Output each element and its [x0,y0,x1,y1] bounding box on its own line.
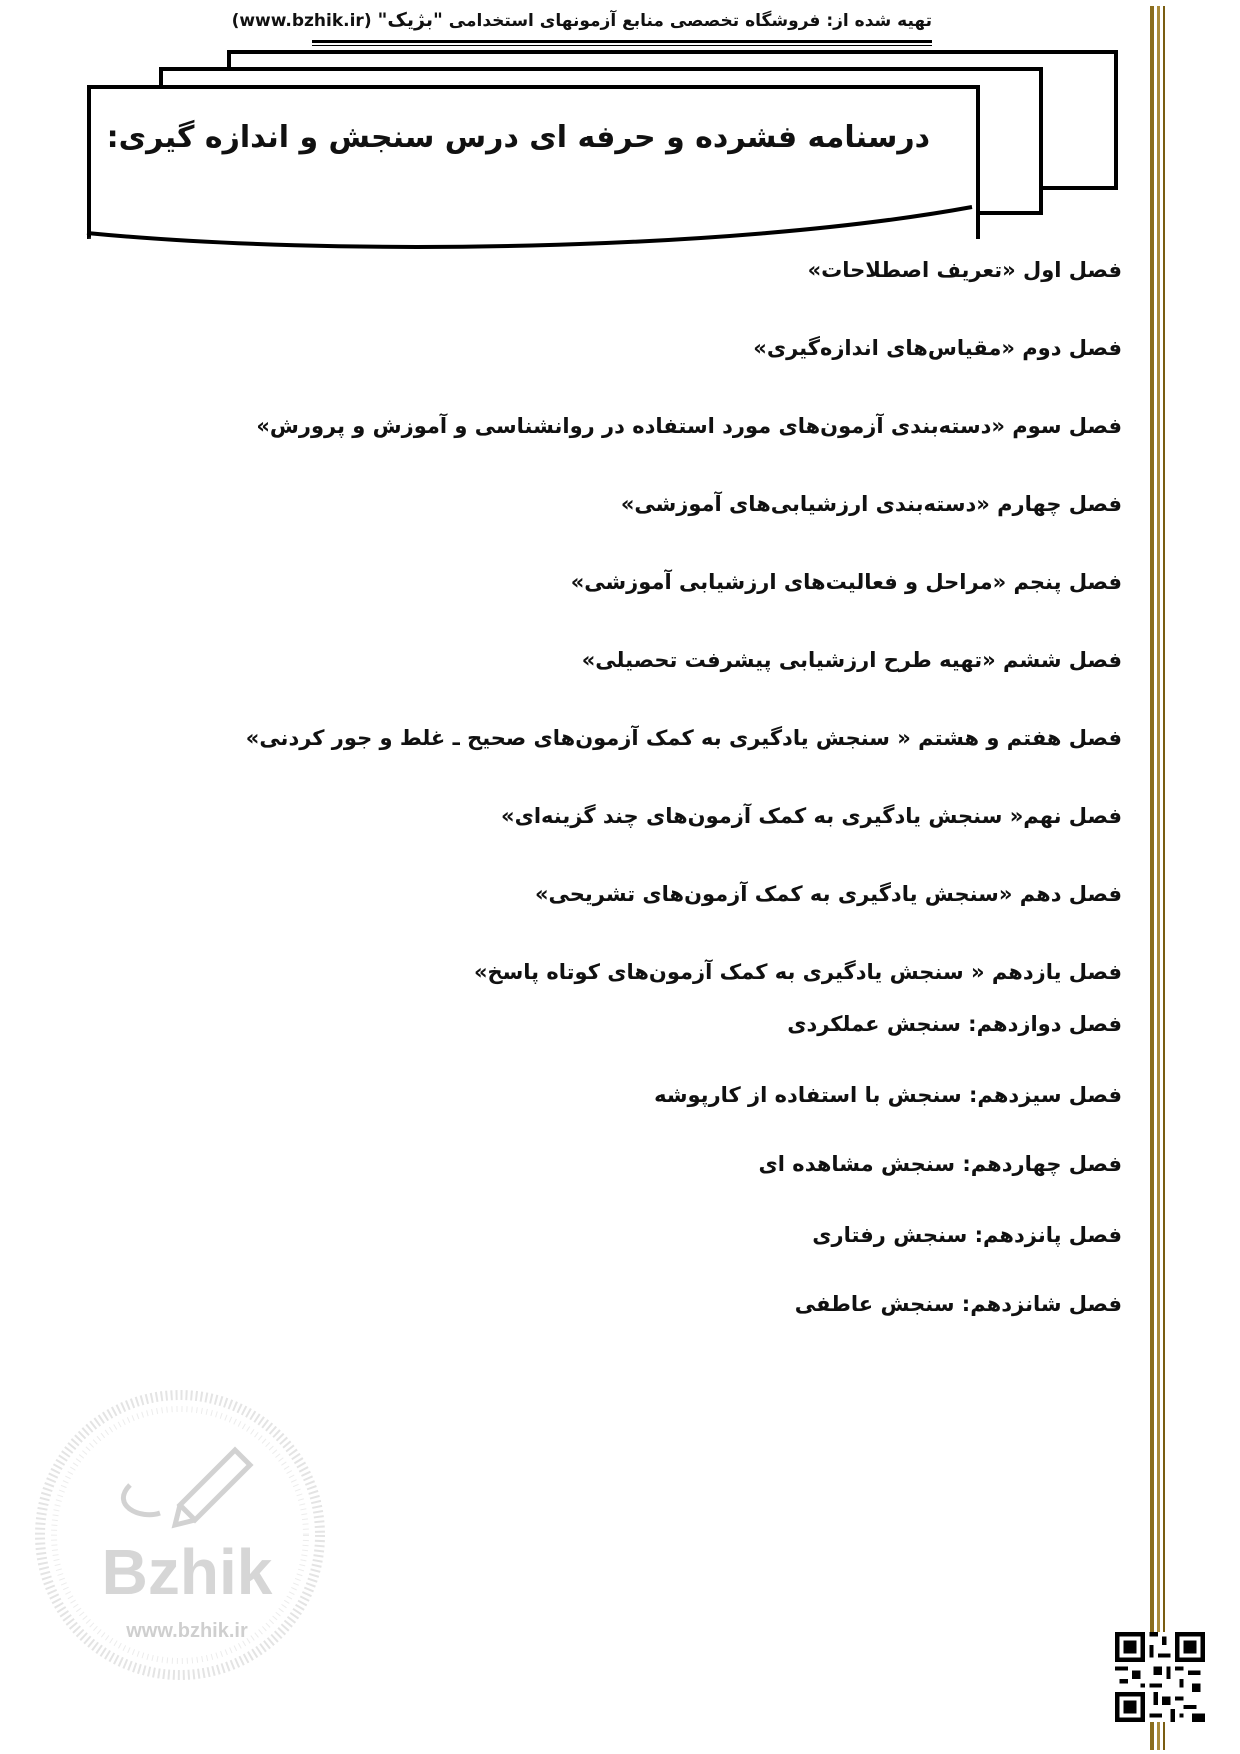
chapter-item: فصل اول «تعریف اصطلاحات» [807,258,1122,282]
chapter-item: فصل دهم «سنجش یادگیری به کمک آزمون‌های تشریحی» [534,882,1122,906]
page-border-line [1150,6,1154,1750]
chapter-item: فصل نهم« سنجش یادگیری به کمک آزمون‌های چند گزینه‌ای» [501,804,1122,828]
chapter-item: فصل دوم «مقیاس‌های اندازه‌گیری» [753,336,1122,360]
document-title: درسنامه فشرده و حرفه ای درس سنجش و اندازه گیری: [106,120,930,155]
chapter-item: فصل یازدهم « سنجش یادگیری به کمک آزمون‌های کوتاه پاسخ» [473,960,1122,984]
title-frame-wave [82,205,982,255]
source-header [231,4,932,38]
qr-code-icon [1115,1632,1205,1722]
header-rule [312,40,932,43]
watermark-brand: Bzhik [101,1536,273,1608]
source-url[interactable]: (www.bzhik.ir) [231,11,378,31]
watermark-url: www.bzhik.ir [126,1620,248,1642]
source-brand: "بژیک" [377,9,443,31]
chapter-item: فصل شانزدهم: سنجش عاطفی [794,1292,1122,1316]
source-prefix: تهیه شده از: فروشگاه تخصصی منابع آزمونهای استخدامی [442,11,932,31]
chapter-item: فصل هفتم و هشتم « سنجش یادگیری به کمک آزمون‌های صحیح ـ غلط و جور کردنی» [245,726,1122,750]
pencil-icon [123,1450,250,1525]
chapter-item: فصل چهارم «دسته‌بندی ارزشیابی‌های آموزشی» [620,492,1122,516]
chapter-item: فصل سیزدهم: سنجش با استفاده از کارپوشه [654,1083,1122,1107]
chapter-item: فصل چهاردهم: سنجش مشاهده ای [758,1152,1122,1176]
header-rule-thin [312,45,932,46]
page-border-line [1163,6,1165,1750]
chapter-item: فصل ششم «تهیه طرح ارزشیابی پیشرفت تحصیلی» [581,648,1122,672]
chapter-item: فصل پانزدهم: سنجش رفتاری [812,1223,1122,1247]
chapter-item: فصل دوازدهم: سنجش عملکردی [787,1012,1122,1036]
page-border-line [1157,6,1160,1750]
chapter-item: فصل سوم «دسته‌بندی آزمون‌های مورد استفاده در روانشناسی و آموزش و پرورش» [256,414,1122,438]
chapter-item: فصل پنجم «مراحل و فعالیت‌های ارزشیابی آموزشی» [570,570,1122,594]
